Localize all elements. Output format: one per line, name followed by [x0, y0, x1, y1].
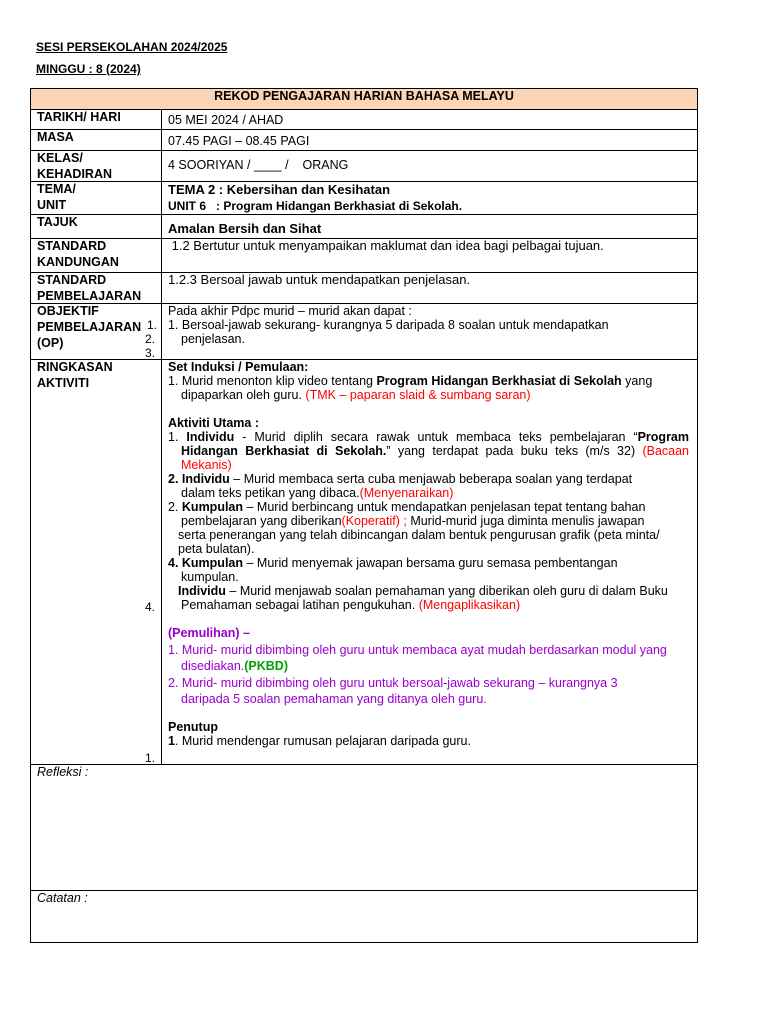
aktiviti-content — [162, 360, 698, 765]
op-label-line3: (OP) — [37, 336, 64, 350]
kelas-value: 4 SOORIYAN / ____ / ORANG — [162, 151, 698, 182]
tarikh-label: TARIKH/ HARI — [31, 110, 162, 130]
sk-label-line1: STANDARD — [37, 239, 107, 253]
op-line-3: penjelasan. — [181, 332, 245, 346]
sp-label-line2: PEMBELAJARAN — [37, 289, 142, 303]
p2-line-2: daripada 5 soalan pemahaman yang ditanya oleh guru. — [181, 692, 487, 706]
u4-line-2: kumpulan. — [181, 570, 239, 584]
unit-line: UNIT 6 : Program Hidangan Berkhasiat di Sekolah. — [168, 199, 463, 213]
op-num-1: 1. — [146, 318, 157, 332]
utama-title: Aktiviti Utama : — [168, 416, 259, 430]
ra-label-line1: RINGKASAN — [37, 360, 113, 374]
u1-line-3: Mekanis) — [181, 458, 232, 472]
ra-num-4: 4. — [144, 600, 155, 614]
catatan-label: Catatan : — [37, 891, 88, 905]
op-line-1: Pada akhir Pdpc murid – murid akan dapat : — [168, 304, 412, 318]
u5-line-1: Individu – Murid menjawab soalan pemahaman yang diberikan oleh guru di dalam Buku — [178, 584, 668, 598]
week-heading: MINGGU : 8 (2024) — [36, 62, 141, 76]
si-line-2: dipaparkan oleh guru. (TMK – paparan slaid & sumbang saran) — [181, 388, 531, 402]
sk-value: 1.2 Bertutur untuk menyampaikan maklumat dan idea bagi pelbagai tujuan. — [162, 239, 698, 273]
p1-line-2: disediakan.(PKBD) — [181, 659, 288, 673]
tema-line: TEMA 2 : Kebersihan dan Kesihatan — [168, 182, 391, 197]
refleksi-label: Refleksi : — [37, 765, 89, 779]
op-label-line2: PEMBELAJARAN — [37, 320, 142, 334]
lesson-record-table — [30, 88, 698, 943]
kelas-label — [31, 151, 162, 182]
tema-label — [31, 182, 162, 215]
op-num-2: 2. — [144, 332, 155, 346]
op-label-line1: OBJEKTIF — [37, 304, 99, 318]
u2-line-1: 2. Individu – Murid membaca serta cuba menjawab beberapa soalan yang terdapat — [168, 472, 633, 486]
pemulihan-title: (Pemulihan) – — [168, 626, 250, 640]
u3-line-4: peta bulatan). — [178, 542, 255, 556]
u2-line-2: dalam teks petikan yang dibaca.(Menyenaraikan) — [181, 486, 454, 500]
sp-value: 1.2.3 Bersoal jawab untuk mendapatkan penjelasan. — [162, 273, 698, 304]
ra-label-line2: AKTIVITI — [37, 376, 90, 390]
op-line-2: 1. Bersoal-jawab sekurang- kurangnya 5 daripada 8 soalan untuk mendapatkan — [168, 318, 609, 332]
u3-line-2: pembelajaran yang diberikan(Koperatif) ; Murid-murid juga diminta menulis jawapan — [181, 514, 645, 528]
masa-label: MASA — [31, 130, 162, 151]
u1-line-1: 1. Individu - Murid diplih secara rawak untuk membaca teks pembelajaran “Program — [168, 430, 689, 444]
p2-line-1: 2. Murid- murid dibimbing oleh guru untuk bersoal-jawab sekurang – kurangnya 3 — [168, 676, 618, 690]
penutup-title: Penutup — [168, 720, 218, 734]
op-num-3: 3. — [144, 346, 155, 360]
u1-line-2: Hidangan Berkhasiat di Sekolah.” yang terdapat pada buku teks (m/s 32) (Bacaan — [181, 444, 689, 458]
ra-num-1: 1. — [144, 751, 155, 765]
refleksi-box[interactable] — [31, 765, 698, 891]
penutup-line: 1. Murid mendengar rumusan pelajaran daripada guru. — [168, 734, 471, 748]
sp-label-line1: STANDARD — [37, 273, 107, 287]
catatan-box[interactable] — [31, 891, 698, 943]
u3-line-1: 2. Kumpulan – Murid berbincang untuk mendapatkan penjelasan tepat tentang bahan — [168, 500, 646, 514]
tarikh-value: 05 MEI 2024 / AHAD — [162, 110, 698, 130]
p1-line-1: 1. Murid- murid dibimbing oleh guru untuk membaca ayat mudah berdasarkan modul yang — [168, 643, 667, 657]
session-heading: SESI PERSEKOLAHAN 2024/2025 — [36, 40, 228, 54]
set-induksi-title: Set Induksi / Pemulaan: — [168, 360, 309, 374]
sk-label — [31, 239, 162, 273]
tema-value — [162, 182, 698, 215]
table-title: REKOD PENGAJARAN HARIAN BAHASA MELAYU — [31, 89, 698, 110]
tajuk-label: TAJUK — [31, 215, 162, 239]
tema-label-line1: TEMA/ — [37, 182, 76, 196]
si-line-1: 1. Murid menonton klip video tentang Program Hidangan Berkhasiat di Sekolah yang — [168, 374, 653, 388]
kelas-label-line2: KEHADIRAN — [37, 167, 112, 181]
masa-value: 07.45 PAGI – 08.45 PAGI — [162, 130, 698, 151]
tema-label-line2: UNIT — [37, 198, 67, 212]
tajuk-value: Amalan Bersih dan Sihat — [162, 215, 698, 239]
u3-line-3: serta penerangan yang telah dibincangan dalam bentuk pengurusan grafik (peta minta/ — [178, 528, 660, 542]
kelas-label-line1: KELAS/ — [37, 151, 83, 165]
sk-label-line2: KANDUNGAN — [37, 255, 119, 269]
u5-line-2: Pemahaman sebagai latihan pengukuhan. (Mengaplikasikan) — [181, 598, 521, 612]
ra-label — [31, 360, 162, 765]
u4-line-1: 4. Kumpulan – Murid menyemak jawapan bersama guru semasa pembentangan — [168, 556, 618, 570]
op-label — [31, 304, 162, 360]
op-value — [162, 304, 698, 360]
sp-label — [31, 273, 162, 304]
